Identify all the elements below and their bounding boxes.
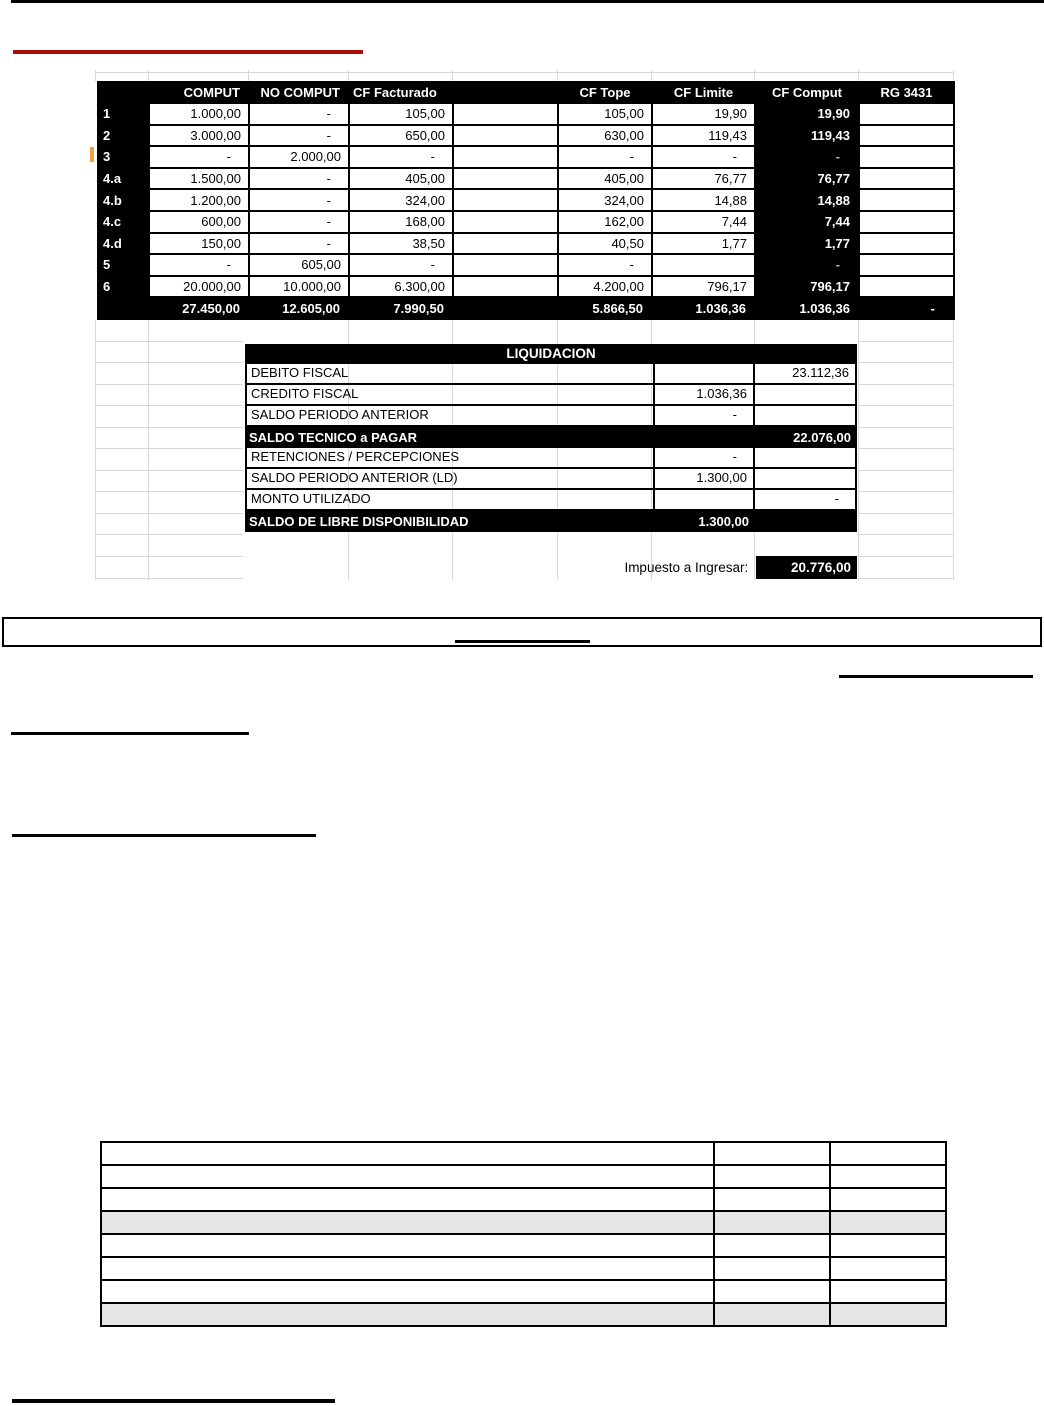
liquidacion-table <box>245 344 857 532</box>
cell: 405,00 <box>558 168 652 190</box>
table-row <box>101 1280 946 1303</box>
table-row <box>98 103 954 125</box>
cell <box>453 233 558 255</box>
liq-value-1: - <box>655 448 755 469</box>
cell: - <box>249 211 349 233</box>
table-row-shaded <box>101 1303 946 1326</box>
row-id: 1 <box>98 103 149 125</box>
cell: 7,44 <box>755 211 859 233</box>
liq-value-1 <box>655 490 755 511</box>
cell <box>859 168 954 190</box>
cell: 38,50 <box>349 233 453 255</box>
liq-value-1: - <box>655 406 755 427</box>
cell <box>453 254 558 276</box>
cell <box>453 168 558 190</box>
table-row-shaded <box>101 1211 946 1234</box>
cell <box>859 103 954 125</box>
liq-value-1 <box>655 364 755 385</box>
blank-underline-left-2 <box>12 834 316 837</box>
cell: 405,00 <box>349 168 453 190</box>
cell: 6.300,00 <box>349 276 453 298</box>
cell: 2.000,00 <box>249 146 349 168</box>
cell: 605,00 <box>249 254 349 276</box>
cell: - <box>249 103 349 125</box>
cell: - <box>755 254 859 276</box>
cell: 796,17 <box>755 276 859 298</box>
red-heading-underline <box>13 50 363 54</box>
cell <box>859 211 954 233</box>
col-header-comput: COMPUT <box>149 82 249 103</box>
liq-value-2 <box>755 469 857 490</box>
table-row <box>101 1257 946 1280</box>
empty-answer-table <box>100 1141 947 1327</box>
row-id: 4.a <box>98 168 149 190</box>
total-comput: 27.450,00 <box>149 297 249 319</box>
table-row <box>101 1142 946 1165</box>
cell: 40,50 <box>558 233 652 255</box>
total-cf-facturado: 7.990,50 <box>349 297 453 319</box>
cell <box>453 276 558 298</box>
cell: - <box>149 254 249 276</box>
cell <box>453 103 558 125</box>
total-cf-comput: 1.036,36 <box>755 297 859 319</box>
cell <box>859 146 954 168</box>
cell: 1.000,00 <box>149 103 249 125</box>
totals-row <box>98 297 954 319</box>
cell: 19,90 <box>755 103 859 125</box>
liq-value-2: - <box>755 490 857 511</box>
cell: 1.200,00 <box>149 189 249 211</box>
impuesto-label: Impuesto a Ingresar: <box>624 560 749 575</box>
answer-box-underline <box>455 640 590 643</box>
cell: 630,00 <box>558 125 652 147</box>
cell: 1,77 <box>755 233 859 255</box>
cell <box>859 276 954 298</box>
cell: - <box>349 146 453 168</box>
top-border-rule <box>11 0 1044 3</box>
cell: - <box>349 254 453 276</box>
liq-row-black <box>245 427 857 448</box>
liq-row-black <box>245 511 857 532</box>
cell: 76,77 <box>652 168 755 190</box>
liq-value-2: 22.076,00 <box>793 430 851 445</box>
cell: 600,00 <box>149 211 249 233</box>
cell <box>859 233 954 255</box>
cell <box>652 254 755 276</box>
total-cf-tope: 5.866,50 <box>558 297 652 319</box>
cell: 650,00 <box>349 125 453 147</box>
cell: 3.000,00 <box>149 125 249 147</box>
table-row <box>98 233 954 255</box>
cell: 796,17 <box>652 276 755 298</box>
liq-value-2 <box>755 406 857 427</box>
cell <box>453 125 558 147</box>
cell: 168,00 <box>349 211 453 233</box>
cell: - <box>249 189 349 211</box>
row-id: 4.d <box>98 233 149 255</box>
cell: - <box>755 146 859 168</box>
iva-credit-worksheet-table <box>97 81 955 320</box>
cell <box>453 189 558 211</box>
liq-label: DEBITO FISCAL <box>245 364 655 385</box>
col-header-cf-facturado: CF Facturado <box>349 82 453 103</box>
blank-underline-bottom <box>12 1399 335 1403</box>
liq-value-2: 23.112,36 <box>755 364 857 385</box>
table-row <box>101 1188 946 1211</box>
liq-label: SALDO PERIODO ANTERIOR <box>245 406 655 427</box>
blank-underline-right <box>839 675 1033 678</box>
row-id: 5 <box>98 254 149 276</box>
table-row <box>101 1165 946 1188</box>
cell: - <box>249 233 349 255</box>
liq-label: CREDITO FISCAL <box>245 385 655 406</box>
liq-label: RETENCIONES / PERCEPCIONES <box>245 448 655 469</box>
cell: 119,43 <box>652 125 755 147</box>
table-row <box>98 189 954 211</box>
row-id: 3 <box>98 146 149 168</box>
liq-label: SALDO TECNICO a PAGAR <box>249 430 418 445</box>
liq-label: MONTO UTILIZADO <box>245 490 655 511</box>
col-header-cf-comput: CF Comput <box>755 82 859 103</box>
liq-value-1: 1.300,00 <box>655 469 755 490</box>
row-id: 6 <box>98 276 149 298</box>
table-row <box>98 146 954 168</box>
liq-value-2 <box>755 385 857 406</box>
liq-label: SALDO DE LIBRE DISPONIBILIDAD <box>249 514 469 529</box>
cell: 119,43 <box>755 125 859 147</box>
cell: 162,00 <box>558 211 652 233</box>
liq-value-1: 1.036,36 <box>655 385 755 406</box>
table-row <box>101 1234 946 1257</box>
liq-row <box>245 364 857 385</box>
cell: 105,00 <box>558 103 652 125</box>
table-row <box>98 168 954 190</box>
cell: 324,00 <box>558 189 652 211</box>
cell: - <box>558 146 652 168</box>
col-header-rg-3431: RG 3431 <box>859 82 954 103</box>
table-row <box>98 276 954 298</box>
row-id: 4.c <box>98 211 149 233</box>
cell: 105,00 <box>349 103 453 125</box>
cell <box>453 211 558 233</box>
col-header-blank <box>453 82 558 103</box>
liquidacion-title: LIQUIDACION <box>245 344 857 364</box>
col-header-cf-tope: CF Tope <box>558 82 652 103</box>
table-row <box>98 125 954 147</box>
cell: - <box>149 146 249 168</box>
liq-row <box>245 406 857 427</box>
cell: 76,77 <box>755 168 859 190</box>
cell: 150,00 <box>149 233 249 255</box>
liq-value-1: 1.300,00 <box>698 514 749 529</box>
liq-row <box>245 448 857 469</box>
total-cf-limite: 1.036,36 <box>652 297 755 319</box>
cell: 7,44 <box>652 211 755 233</box>
cell: - <box>558 254 652 276</box>
cell: 1.500,00 <box>149 168 249 190</box>
row3-selection-marker <box>90 147 94 162</box>
cell: 14,88 <box>755 189 859 211</box>
cell: - <box>652 146 755 168</box>
cell: 4.200,00 <box>558 276 652 298</box>
cell: 324,00 <box>349 189 453 211</box>
blank-underline-left-1 <box>11 732 249 735</box>
row-id: 2 <box>98 125 149 147</box>
cell <box>453 146 558 168</box>
table-row <box>98 211 954 233</box>
liq-label: SALDO PERIODO ANTERIOR (LD) <box>245 469 655 490</box>
cell: 1,77 <box>652 233 755 255</box>
cell <box>859 125 954 147</box>
total-no-comput: 12.605,00 <box>249 297 349 319</box>
cell: - <box>249 168 349 190</box>
table-header-row <box>98 82 954 103</box>
col-header-cf-limite: CF Limite <box>652 82 755 103</box>
liq-value-2 <box>755 448 857 469</box>
cell <box>859 254 954 276</box>
liq-row <box>245 469 857 490</box>
cell: 20.000,00 <box>149 276 249 298</box>
cell <box>859 189 954 211</box>
impuesto-value: 20.776,00 <box>756 556 857 579</box>
table-row <box>98 254 954 276</box>
liq-row <box>245 490 857 511</box>
total-rg-3431: - <box>859 297 954 319</box>
col-header-no-comput: NO COMPUT <box>249 82 349 103</box>
liq-row <box>245 385 857 406</box>
row-id: 4.b <box>98 189 149 211</box>
cell: 10.000,00 <box>249 276 349 298</box>
impuesto-a-ingresar-row <box>245 556 857 579</box>
cell: - <box>249 125 349 147</box>
cell: 14,88 <box>652 189 755 211</box>
cell: 19,90 <box>652 103 755 125</box>
